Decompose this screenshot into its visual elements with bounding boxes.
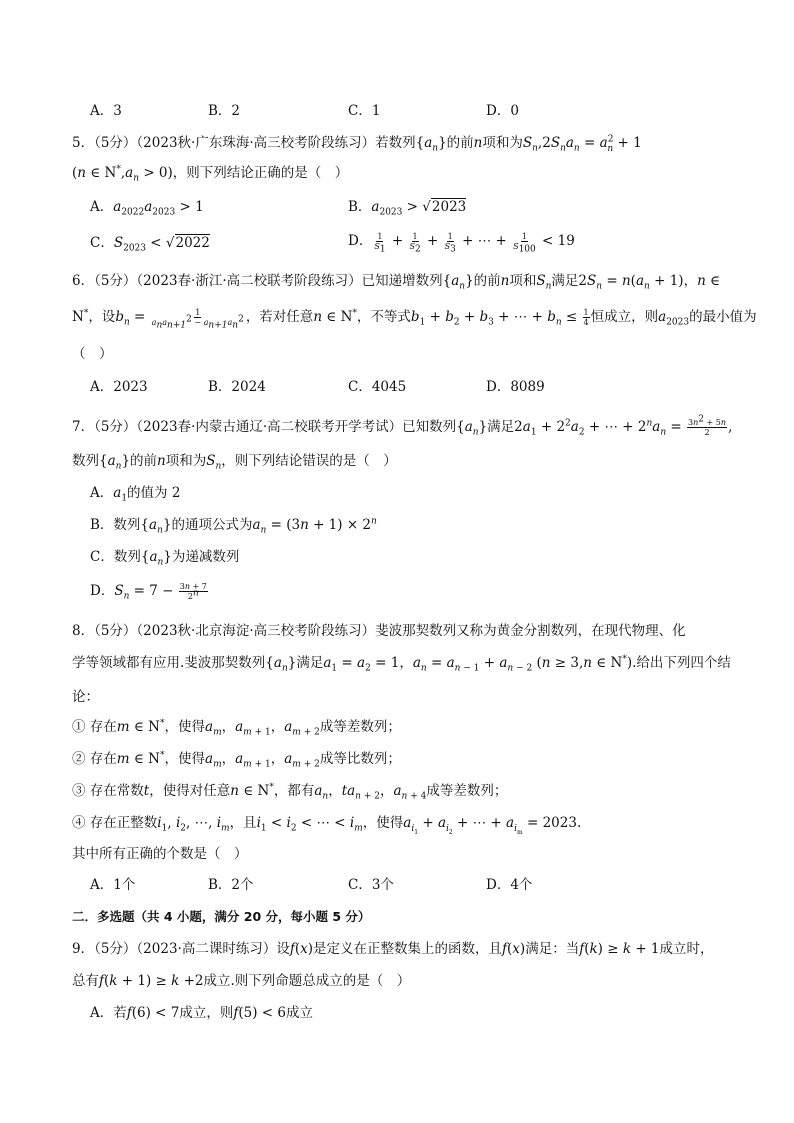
- q7-option-c: C．数列$\{a_n\}$为递减数列: [90, 549, 240, 568]
- q7-stem-line1: 7．（5分）（2023春·内蒙古通辽·高二校联考开学考试）已知数列$\{a_n\}$满足$2a_1 + 2^2a_2$ + ⋯ + $2^na_n$ = $\frac{3n^2 + 5n}{2}$ ,: [72, 414, 733, 438]
- q8-option-c: C．3个: [348, 877, 394, 893]
- q8-options: [90, 876, 532, 894]
- q6-stem-line2: N*，设$b_n$ = $\frac{1}{a_na_{n+1}^2 - a_{n+1}a_n^2}$ ，若对任意n ∈ N*，不等式$b_1 + b_2 + b_3$ + ⋯ + $b_n$ ≤ $\frac{1}{4}$ 恒成立，则$a_{2023}$的最小值为: [72, 308, 757, 331]
- q8-option-a: A．1个: [90, 877, 136, 893]
- q8-option-d: D．4个: [486, 877, 533, 893]
- q8-stem-line3: 论：: [72, 689, 99, 705]
- q9-option-a: A．若f(6) < 7成立，则f(5) < 6成立: [90, 1005, 313, 1021]
- q7-option-d: D．$S_n = 7$ − $\frac{3n + 7}{2^n}$: [90, 582, 207, 602]
- q5-stem-line2: (n ∈ $N^*,a_n > 0$)，则下列结论正确的是（ ）: [72, 164, 349, 184]
- q6-option-c: C．4045: [348, 379, 407, 395]
- q8-option-b: B．2个: [208, 877, 254, 893]
- q7-stem-line2: 数列$\{a_n\}$的前n项和为$S_n$，则下列结论错误的是（ ）: [72, 453, 397, 472]
- q9-stem-line2: 总有f(k + 1) ≥ k +2成立.则下列命题总成立的是（ ）: [72, 973, 411, 989]
- q8-statement-2: ② 存在m ∈ N*，使得$a_m$，$a_{m + 1}$，$a_{m + 2}$成等比数列；: [72, 750, 401, 770]
- q6-paren: （ ）: [72, 346, 113, 362]
- q8-statement-1: ① 存在m ∈ N*，使得$a_m$，$a_{m + 1}$，$a_{m + 2}$成等差数列；: [72, 718, 401, 738]
- q7-option-a: A．$a_1$的值为 2: [90, 485, 181, 504]
- q4-option-d: D．0: [486, 103, 519, 119]
- q5-option-c: C．$S_{2023} < √2022$: [90, 235, 210, 254]
- q4-option-b: B．2: [208, 103, 241, 119]
- q4-option-a: A．3: [90, 103, 122, 119]
- q8-question: 其中所有正确的个数是（ ）: [72, 846, 248, 862]
- q6-option-d: D．8089: [486, 379, 545, 395]
- q7-option-b: B．数列$\{a_n\}$的通项公式为$a_n = (3n + 1) \times 2^n$: [90, 516, 377, 536]
- q5-stem-line1: 5．（5分）（2023秋·广东珠海·高三校考阶段练习）若数列$\{a_n\}$的前n项和为$S_n,2S_na_n = a^2_n + 1$: [72, 134, 642, 154]
- q5-option-d: D． $\frac{1}{S_1}$ + $\frac{1}{S_2}$ + $\frac{1}{S_3}$ + ⋯ + $\frac{1}{S_{100}}$ < 19: [348, 232, 575, 255]
- q5-option-a: A．$a_{2022}a_{2023} > 1$: [90, 199, 204, 218]
- q8-stem-line2: 学等领域都有应用.斐波那契数列$\{a_n\}$满足$a_1 = a_2 = 1$，$a_n = a_{n - 1} + a_{n - 2}$ (n ≥ 3,n ∈ N*).给出下列四个结: [72, 654, 731, 674]
- q6-stem-line1: 6．（5分）（2023春·浙江·高二校联考阶段练习）已知递增数列$\{a_n\}$的前n项和$S_n$满足$2S_n = n(a_n + 1)$，n ∈: [72, 273, 721, 292]
- q5-option-b: B．$a_{2023} > √2023$: [348, 199, 467, 218]
- section-title-multiple-choice: 二．多选题（共 4 小题，满分 20 分，每小题 5 分）: [72, 909, 371, 924]
- q8-statement-4: ④ 存在正整数$i_1$, $i_2$, ⋯, $i_m$，且$i_1 < i_2$ < ⋯ < $i_m$，使得$a_{i_1} + a_{i_2}$ + ⋯ + $a_{i_m} = 2023$.: [72, 815, 582, 836]
- q4-options: [90, 102, 519, 120]
- q6-options: [90, 378, 545, 396]
- q9-stem-line1: 9．（5分）（2023·高二课时练习）设f(x)是定义在正整数集上的函数，且f(x)满足：当f(k) ≥ k + 1成立时，: [72, 941, 714, 957]
- q6-option-b: B．2024: [208, 379, 266, 395]
- q6-option-a: A．2023: [90, 379, 148, 395]
- q8-stem-line1: 8．（5分）（2023秋·北京海淀·高三校考阶段练习）斐波那契数列又称为黄金分割数列，在现代物理、化: [72, 623, 686, 639]
- q8-statement-3: ③ 存在常数t，使得对任意n ∈ N*，都有$a_n$，$ta_{n + 2}$，$a_{n + 4}$成等差数列；: [72, 782, 508, 802]
- q4-option-c: C．1: [348, 103, 381, 119]
